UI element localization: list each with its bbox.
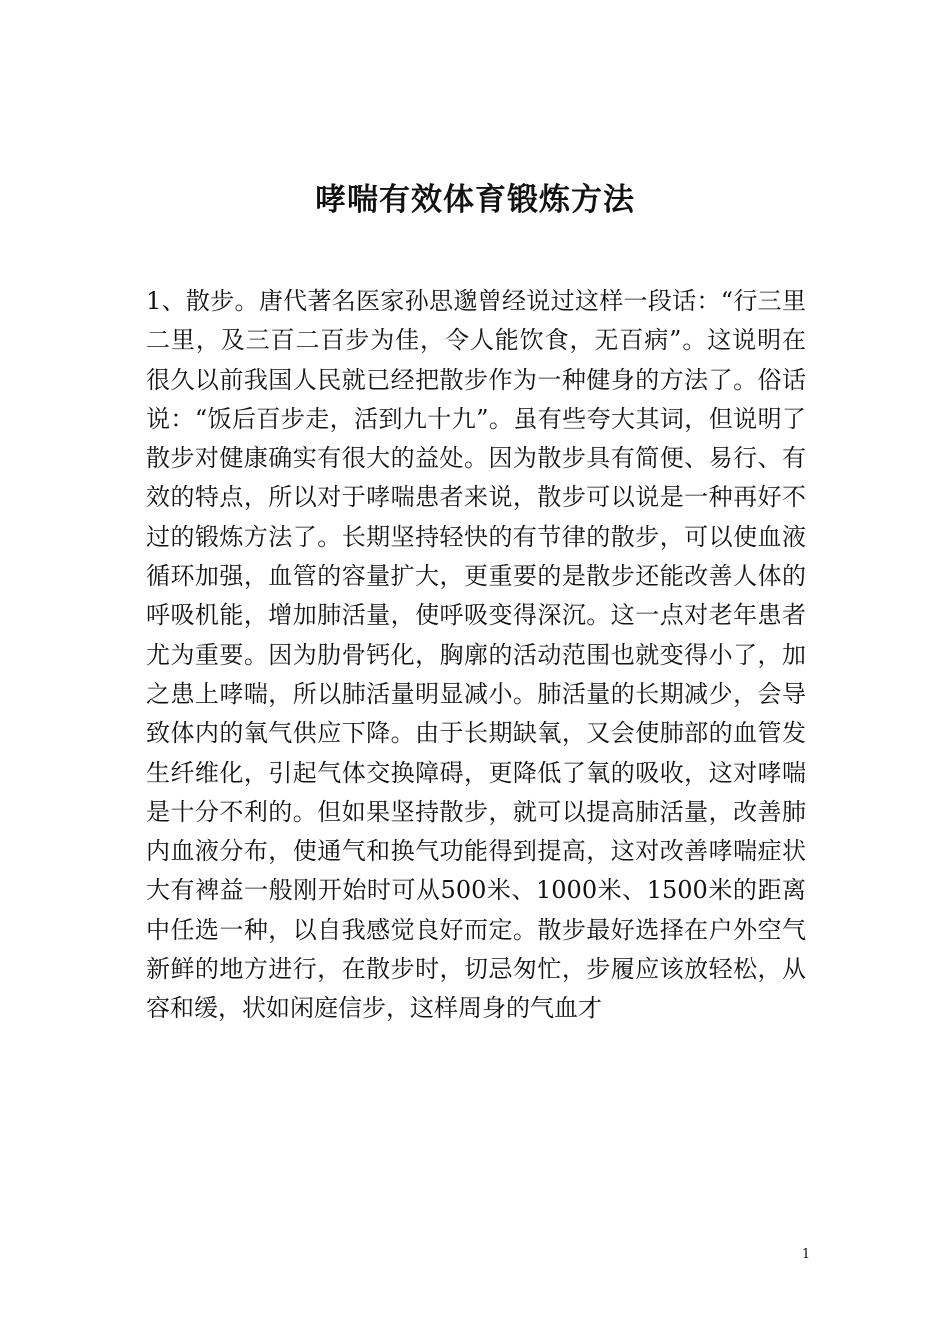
page-number: 1 bbox=[801, 1247, 811, 1262]
document-title: 哮喘有效体育锻炼方法 bbox=[315, 182, 635, 218]
body-paragraph: 1、散步。唐代著名医家孙思邈曾经说过这样一段话：“行三里二里，及三百二百步为佳，令人能饮食，无百病”。这说明在很久以前我国人民就已经把散步作为一种健身的方法了。俗话说：“饭后百步走，活到九十九”。虽有些夸大其词，但说明了散步对健康确实有很大的益处。因为散步具有简便、易行、有效的特点，所以对于哮喘患者来说，散步可以说是一种再好不过的锻炼方法了。长期坚持轻快的有节律的散步，可以使血液循环加强，血管的容量扩大，更重要的是散步还能改善人体的呼吸机能，增加肺活量，使呼吸变得深沉。这一点对老年患者尤为重要。因为肋骨钙化，胸廓的活动范围也就变得小了，加之患上哮喘，所以肺活量明显减小。肺活量的长期减少，会导致体内的氧气供应下降。由于长期缺氧，又会使肺部的血管发生纤维化，引起气体交换障碍，更降低了氧的吸收，这对哮喘是十分不利的。但如果坚持散步，就可以提高肺活量，改善肺内血液分布，使通气和换气功能得到提高，这对改善哮喘症状大有裨益一般刚开始时可从500米、1000米、1500米的距离中任选一种，以自我感觉良好而定。散步最好选择在户外空气新鲜的地方进行，在散步时，切忌匆忙，步履应该放轻松，从容和缓，状如闲庭信步，这样周身的气血才 bbox=[146, 287, 806, 1023]
